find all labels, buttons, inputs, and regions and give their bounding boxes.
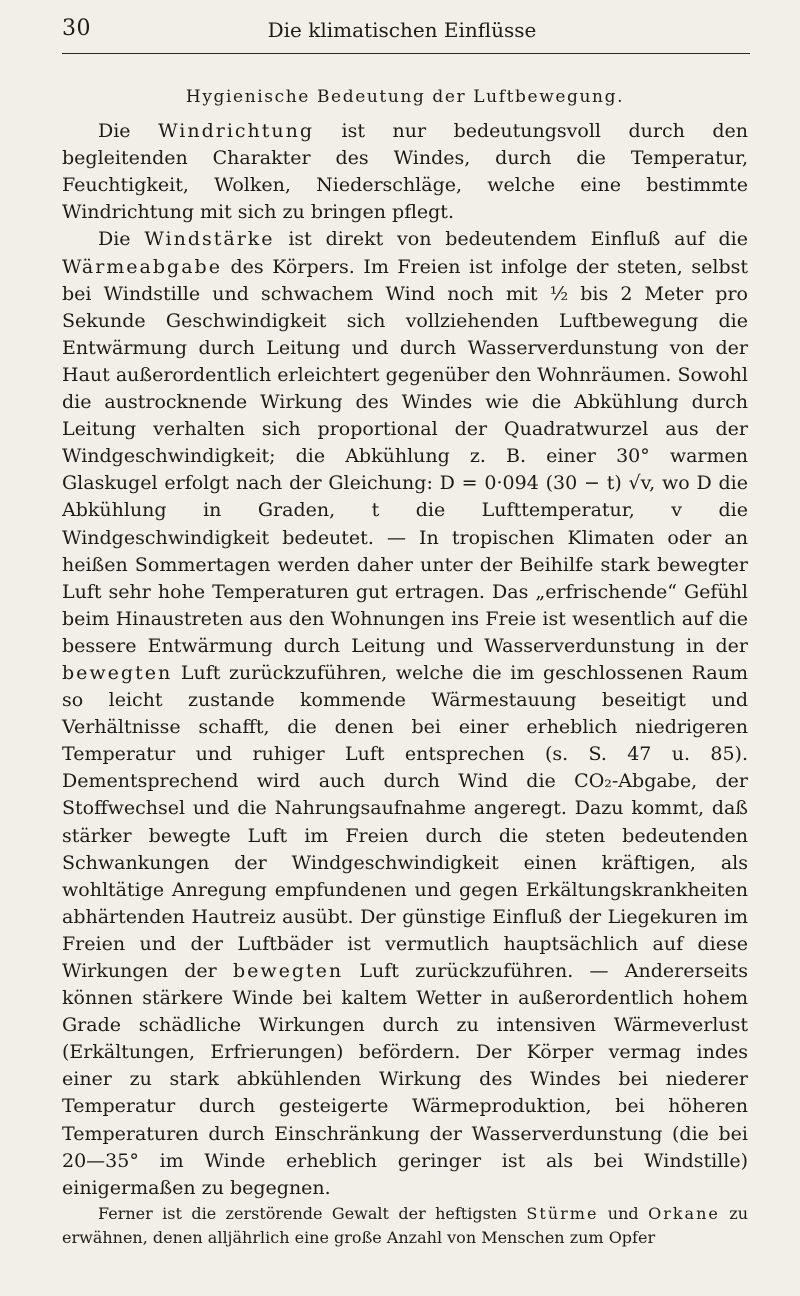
text-run: Luft zurückzuführen. — Andererseits können stärkere Winde bei kaltem Wetter in außerordentlich hohem Grade schädliche Wirkungen durch zu intensiven Wärmeverlust (Erkältungen, Erfrierungen) befördern. Der Körper vermag indes einer zu stark abkühlenden Wirkung des Windes bei niederer Temperatur durch gesteigerte Wärmeproduktion, bei höheren Temperaturen durch Einschränkung der Wasserverdunstung (die bei 20—35° im Winde erheblich geringer ist als bei Windstille) einigermaßen zu begegnen. — [62, 960, 748, 1199]
emphasis-bewegten: bewegten — [232, 960, 344, 982]
emphasis-orkane: Orkane — [648, 1203, 720, 1223]
page-header — [62, 10, 742, 46]
paragraph-windstaerke — [62, 226, 748, 1201]
paragraph-stuerme — [62, 1202, 748, 1250]
text-run: des Körpers. Im Freien ist infolge der steten, selbst bei Windstille und schwachem Wind noch mit ½ bis 2 Meter pro Sekunde Geschwindigkeit sich vollziehenden Luftbewegung die Entwärmung durch Leitung und durch Wasserverdunstung von der Haut außerordentlich erleichtert gegenüber den Wohnräumen. Sowohl die austrocknende Wirkung des Windes wie die Abkühlung durch Leitung verhalten sich proportional der Quadratwurzel aus der Windgeschwindigkeit; die Abkühlung z. B. einer 30° warmen Glaskugel erfolgt nach der Gleichung: D = 0·094 (30 − t) √v, wo D die Abkühlung in Graden, t die Lufttemperatur, v die Windgeschwindigkeit bedeutet. — In tropischen Klimaten oder an heißen Sommertagen werden daher unter der Beihilfe stark bewegter Luft sehr hohe Temperaturen gut ertragen. Das „erfrischende“ Gefühl beim Hinaustreten aus den Wohnungen ins Freie ist wesentlich auf die bessere Entwärmung durch Leitung und Wasserverdunstung in der — [62, 255, 748, 657]
text-run: Ferner ist die zerstörende Gewalt der heftigsten — [98, 1203, 527, 1223]
paragraph-windrichtung — [62, 118, 748, 226]
emphasis-stuerme: Stürme — [526, 1203, 599, 1223]
running-title: Die klimatischen Einflüsse — [267, 18, 537, 42]
text-run: Die — [98, 228, 145, 251]
emphasis-windstaerke: Windstärke — [144, 228, 275, 251]
emphasis-waermeabgabe: Wärmeabgabe — [62, 255, 222, 278]
text-run: Die — [98, 120, 159, 143]
text-run: zu erwähnen, denen alljährlich eine große Anzahl von Menschen zum Opfer — [62, 1203, 748, 1247]
header-rule — [62, 53, 750, 54]
emphasis-bewegten: bewegten — [62, 661, 173, 684]
text-run: ist nur bedeutungsvoll durch den begleitenden Charakter des Windes, durch die Temperatur, Feuchtigkeit, Wolken, Niederschläge, welche eine bestimmte Windrichtung mit sich zu bringen pflegt. — [62, 120, 748, 224]
text-run: Luft zurückzuführen, welche die im geschlossenen Raum so leicht zustande kommende Wärmestauung beseitigt und Verhältnisse schafft, die denen bei einer erheblich niedrigeren Temperatur und ruhiger Luft entsprechen (s. S. 47 u. 85). Dementsprechend wird auch durch Wind die CO₂-Abgabe, der Stoffwechsel und die Nahrungsaufnahme angeregt. Dazu kommt, daß stärker bewegte Luft im Freien durch die steten bedeutenden Schwankungen der Windgeschwindigkeit einen kräftigen, als wohltätige Anregung empfundenen und gegen Erkältungskrankheiten abhärtenden Hautreiz ausübt. Der günstige Einfluß der Liegekuren im Freien und der Luftbäder ist vermutlich hauptsächlich auf diese Wirkungen der — [62, 661, 748, 982]
page-body — [62, 84, 748, 1250]
emphasis-windrichtung: Windrichtung — [158, 120, 315, 143]
section-title: Hygienische Bedeutung der Luftbewegung. — [185, 87, 625, 107]
page-number: 30 — [62, 16, 91, 41]
text-run: und — [598, 1203, 649, 1223]
text-run: ist direkt von bedeutendem Einfluß auf die — [274, 228, 748, 251]
